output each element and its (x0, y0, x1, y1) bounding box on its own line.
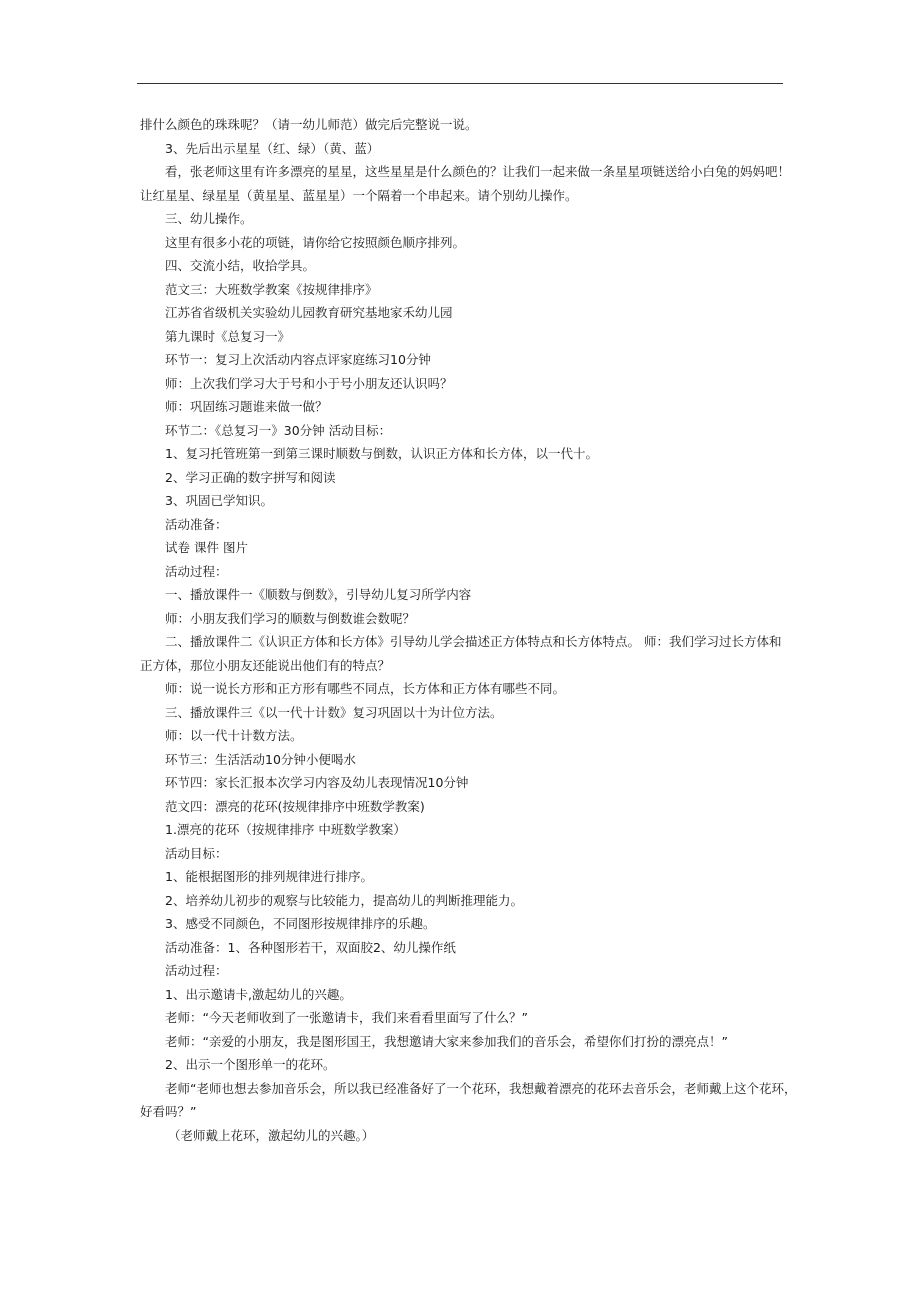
paragraph-line: 3、感受不同颜色，不同图形按规律排序的乐趣。 (165, 916, 436, 931)
paragraph-line: 师：以一代十计数方法。 (165, 728, 303, 743)
paragraph-line: 老师：“今天老师收到了一张邀请卡，我们来看看里面写了什么？” (165, 1010, 528, 1025)
paragraph-line: 环节三：生活活动10分钟小便喝水 (165, 751, 356, 767)
paragraph-line: 师：说一说长方形和正方形有哪些不同点，长方体和正方体有哪些不同。 (165, 681, 566, 696)
paragraph-line: 老师“老师也想去参加音乐会，所以我已经准备好了一个花环，我想戴着漂亮的花环去音乐会，老师戴上这个花环， (165, 1080, 797, 1096)
paragraph-line: 这里有很多小花的项链，请你给它按照颜色顺序排列。 (165, 234, 466, 250)
paragraph-line: 活动过程： (165, 963, 228, 978)
paragraph-line: 第九课时《总复习一》 (165, 328, 291, 344)
header-rule (137, 83, 783, 84)
paragraph-line: 好看吗？” (140, 1104, 197, 1119)
paragraph-line: 师：上次我们学习大于号和小于号小朋友还认识吗？ (165, 375, 453, 391)
paragraph-line: 1、复习托管班第一到第三课时顺数与倒数，认识正方体和长方体，以一代十。 (165, 446, 598, 461)
paragraph-line: 老师：“亲爱的小朋友，我是图形国王，我想邀请大家来参加我们的音乐会，希望你们打扮的漂亮点！” (165, 1033, 728, 1049)
paragraph-line: 师：小朋友我们学习的顺数与倒数谁会数呢？ (165, 610, 416, 626)
paragraph-line: 环节二：《总复习一》30分钟 活动目标： (165, 422, 392, 438)
paragraph-line: 活动准备：1、各种图形若干，双面胶2、幼儿操作纸 (165, 939, 456, 955)
paragraph-line: 1、出示邀请卡,激起幼儿的兴趣。 (165, 986, 352, 1002)
paragraph-line: 三、播放课件三《以一代十计数》复习巩固以十为计位方法。 (165, 704, 503, 720)
paragraph-line: 试卷 课件 图片 (165, 540, 248, 555)
paragraph-line: 江苏省省级机关实验幼儿园教育研究基地家禾幼儿园 (165, 305, 453, 320)
paragraph-line: 活动准备： (165, 516, 228, 532)
paragraph-line: 环节一：复习上次活动内容点评家庭练习10分钟 (165, 352, 431, 367)
paragraph-line: 师：巩固练习题谁来做一做？ (165, 399, 328, 414)
paragraph-line: 范文四：漂亮的花环(按规律排序中班数学教案) (165, 798, 425, 814)
paragraph-line: 一、播放课件一《顺数与倒数》，引导幼儿复习所学内容 (165, 587, 472, 602)
paragraph-line: 三、幼儿操作。 (165, 211, 253, 226)
paragraph-line: 3、巩固已学知识。 (165, 493, 273, 508)
paragraph-line: 四、交流小结，收拾学具。 (165, 258, 316, 273)
paragraph-line: 排什么颜色的珠珠呢？（请一幼儿师范）做完后完整说一说。 (140, 117, 478, 132)
paragraph-line: 范文三：大班数学教案《按规律排序》 (165, 281, 378, 297)
paragraph-line: 看，张老师这里有许多漂亮的星星，这些星星是什么颜色的？让我们一起来做一条星星项链送给小白兔的妈妈吧！ (165, 164, 791, 179)
paragraph-line: 活动过程： (165, 563, 228, 579)
paragraph-line: 正方体，那位小朋友还能说出他们有的特点？ (140, 657, 391, 673)
paragraph-line: 2、培养幼儿初步的观察与比较能力，提高幼儿的判断推理能力。 (165, 892, 523, 908)
paragraph-line: 3、先后出示星星（红、绿）（黄、蓝） (165, 140, 380, 156)
paragraph-line: 环节四：家长汇报本次学习内容及幼儿表现情况10分钟 (165, 775, 469, 790)
paragraph-line: 二、播放课件二《认识正方体和长方体》引导幼儿学会描述正方体特点和长方体特点。 师：我们学习过长方体和 (165, 634, 782, 649)
paragraph-line: （老师戴上花环，激起幼儿的兴趣。） (168, 1127, 375, 1143)
paragraph-line: 2、出示一个图形单一的花环。 (165, 1057, 336, 1072)
paragraph-line: 2、学习正确的数字拼写和阅读 (165, 469, 336, 485)
paragraph-line: 1、能根据图形的排列规律进行排序。 (165, 869, 373, 884)
paragraph-line: 让红星星、绿星星（黄星星、蓝星星）一个隔着一个串起来。请个别幼儿操作。 (140, 187, 578, 203)
document-body (140, 113, 797, 1147)
paragraph-line: 1.漂亮的花环（按规律排序 中班数学教案） (165, 822, 406, 837)
paragraph-line: 活动目标： (165, 845, 228, 861)
